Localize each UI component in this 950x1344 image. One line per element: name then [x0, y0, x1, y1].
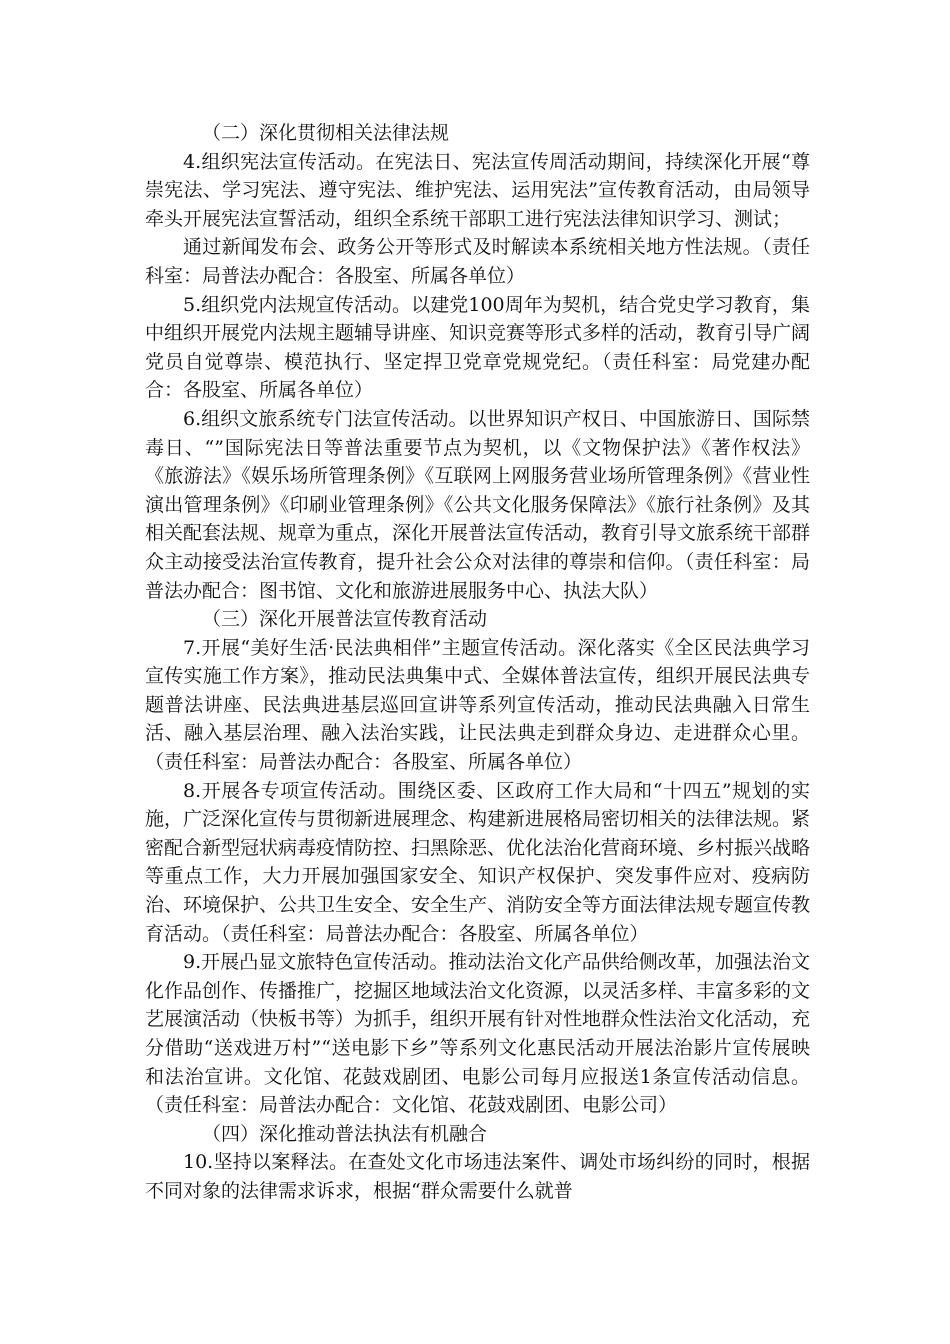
paragraph-7: 7.开展“美好生活·民法典相伴”主题宣传活动。深化落实《全区民法典学习宣传实施工作方案》，推动民法典集中式、全媒体普法宣传，组织开展民法典专题普法讲座、民法典进基层巡回宣讲等系列宣传活动，推动民法典融入日常生活、融入基层治理、融入法治实践，让民法典走到群众身边、走进群众心里。（责任科室：局普法办配合：各股室、所属各单位）	[145, 636, 810, 774]
paragraph-10: 10.坚持以案释法。在查处文化市场违法案件、调处市场纠纷的同时，根据不同对象的法律需求诉求，根据“群众需要什么就普	[145, 1151, 810, 1202]
section-heading-3: （三）深化开展普法宣传教育活动	[202, 608, 488, 631]
paragraph-9: 9.开展凸显文旅特色宣传活动。推动法治文化产品供给侧改革，加强法治文化作品创作、传播推广，挖掘区地域法治文化资源，以灵活多样、丰富多彩的文艺展演活动（快板书等）为抓手，组织开展有针对性地群众性法治文化活动，充分借助“送戏进万村”“送电影下乡”等系列文化惠民活动开展法治影片宣传展映和法治宣讲。文化馆、花鼓戏剧团、电影公司每月应报送1条宣传活动信息。（责任科室：局普法办配合：文化馆、花鼓戏剧团、电影公司）	[145, 951, 811, 1117]
paragraph-6: 6.组织文旅系统专门法宣传活动。以世界知识产权日、中国旅游日、国际禁毒日、“”国际宪法日等普法重要节点为契机，以《文物保护法》《著作权法》《旅游法》《娱乐场所管理条例》《互联网上网服务营业场所管理条例》《营业性演出管理条例》《印刷业管理条例》《公共文化服务保障法》《旅行社条例》及其相关配套法规、规章为重点，深化开展普法宣传活动，教育引导文旅系统干部群众主动接受法治宣传教育，提升社会公众对法律的尊崇和信仰。（责任科室：局普法办配合：图书馆、文化和旅游进展服务中心、执法大队）	[145, 407, 811, 602]
section-heading-2: （二）深化贯彻相关法律法规	[202, 122, 450, 144]
paragraph-4-continued: 通过新闻发布会、政务公开等形式及时解读本系统相关地方性法规。（责任科室：局普法办配合：各股室、所属各单位）	[145, 236, 810, 287]
paragraph-4: 4.组织宪法宣传活动。在宪法日、宪法宣传周活动期间，持续深化开展“尊崇宪法、学习宪法、遵守宪法、维护宪法、运用宪法”宣传教育活动，由局领导牵头开展宪法宣誓活动，组织全系统干部职工进行宪法法律知识学习、测试；	[145, 150, 810, 230]
document-page	[145, 119, 810, 1206]
paragraph-5: 5.组织党内法规宣传活动。以建党100周年为契机，结合党史学习教育，集中组织开展党内法规主题辅导讲座、知识竞赛等形式多样的活动，教育引导广阔党员自觉尊崇、模范执行、坚定捍卫党章党规党纪。（责任科室：局党建办配合：各股室、所属各单位）	[145, 293, 811, 402]
paragraph-8: 8.开展各专项宣传活动。围绕区委、区政府工作大局和“十四五”规划的实施，广泛深化宣传与贯彻新进展理念、构建新进展格局密切相关的法律法规。紧密配合新型冠状病毒疫情防控、扫黑除恶、优化法治化营商环境、乡村振兴战略等重点工作，大力开展加强国家安全、知识产权保护、突发事件应对、疫病防治、环境保护、公共卫生安全、安全生产、消防安全等方面法律法规专题宣传教育活动。（责任科室：局普法办配合：各股室、所属各单位）	[145, 779, 811, 945]
section-heading-4: （四）深化推动普法执法有机融合	[202, 1122, 488, 1145]
